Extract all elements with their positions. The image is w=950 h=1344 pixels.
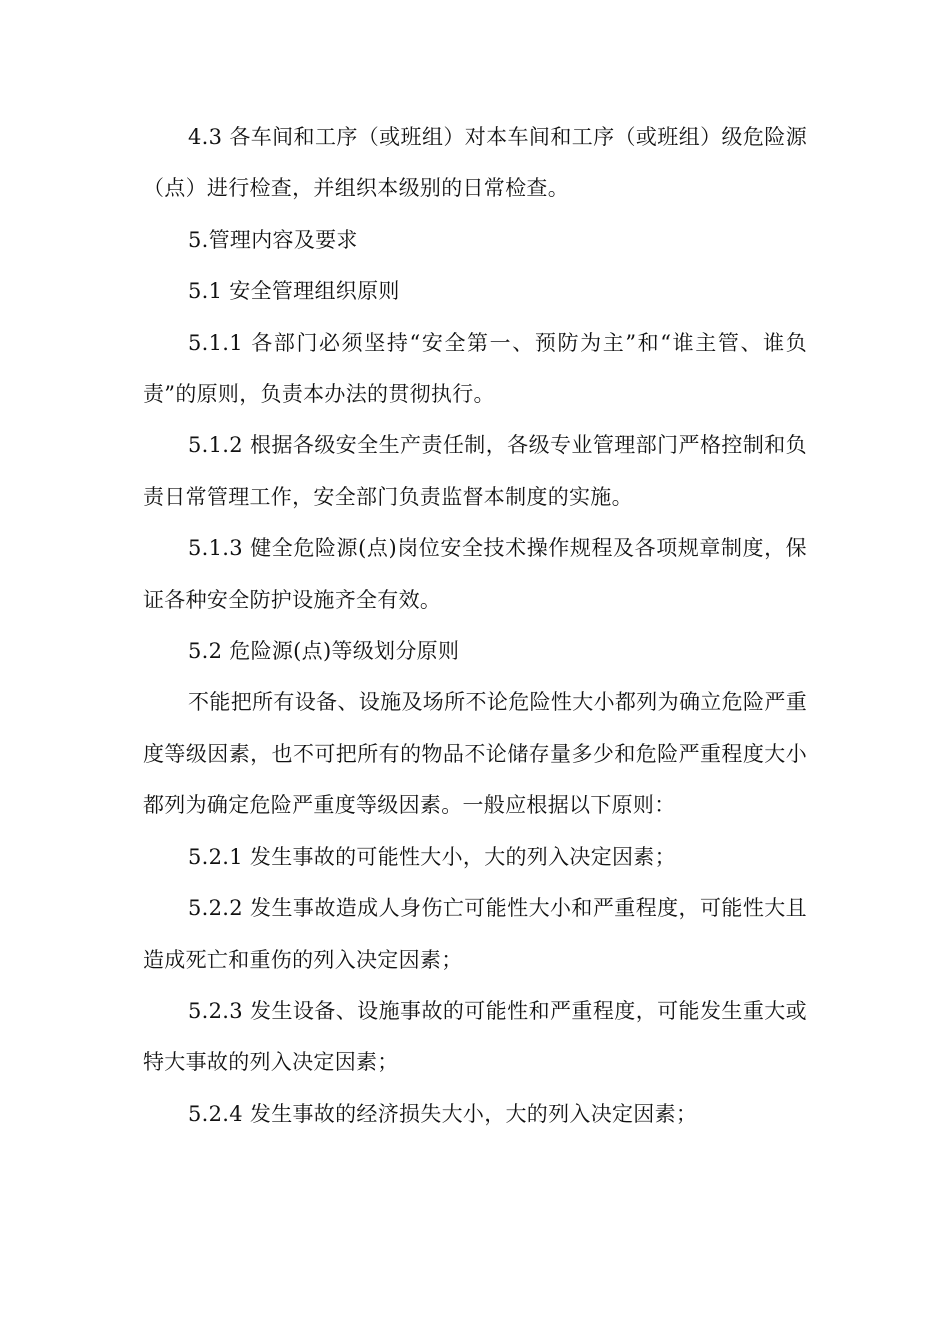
paragraph-4-3: 4.3 各车间和工序（或班组）对本车间和工序（或班组）级危险源（点）进行检查，并组织本级别的日常检查。: [143, 125, 807, 201]
paragraph-5-2-4: 5.2.4 发生事故的经济损失大小，大的列入决定因素；: [188, 1101, 698, 1126]
heading-5-2: 5.2 危险源(点)等级划分原则: [188, 639, 460, 664]
heading-5-1: 5.1 安全管理组织原则: [188, 279, 400, 304]
paragraph-5-2-2: 5.2.2 发生事故造成人身伤亡可能性大小和严重程度，可能性大且造成死亡和重伤的列入决定因素；: [143, 896, 807, 972]
document-body: [143, 112, 807, 1140]
paragraph-5-2-1: 5.2.1 发生事故的可能性大小，大的列入决定因素；: [188, 844, 676, 869]
heading-5: 5.管理内容及要求: [188, 227, 358, 252]
paragraph-5-2-intro: 不能把所有设备、设施及场所不论危险性大小都列为确立危险严重度等级因素，也不可把所有的物品不论储存量多少和危险严重程度大小都列为确定危险严重度等级因素。一般应根据以下原则：: [143, 690, 807, 818]
paragraph-5-1-2: 5.1.2 根据各级安全生产责任制，各级专业管理部门严格控制和负责日常管理工作，安全部门负责监督本制度的实施。: [143, 433, 807, 509]
paragraph-5-1-3: 5.1.3 健全危险源(点)岗位安全技术操作规程及各项规章制度，保证各种安全防护设施齐全有效。: [143, 536, 807, 612]
paragraph-5-1-1: 5.1.1 各部门必须坚持“安全第一、预防为主”和“谁主管、谁负责”的原则，负责本办法的贯彻执行。: [143, 330, 807, 407]
paragraph-5-2-3: 5.2.3 发生设备、设施事故的可能性和严重程度，可能发生重大或特大事故的列入决定因素；: [143, 998, 807, 1075]
